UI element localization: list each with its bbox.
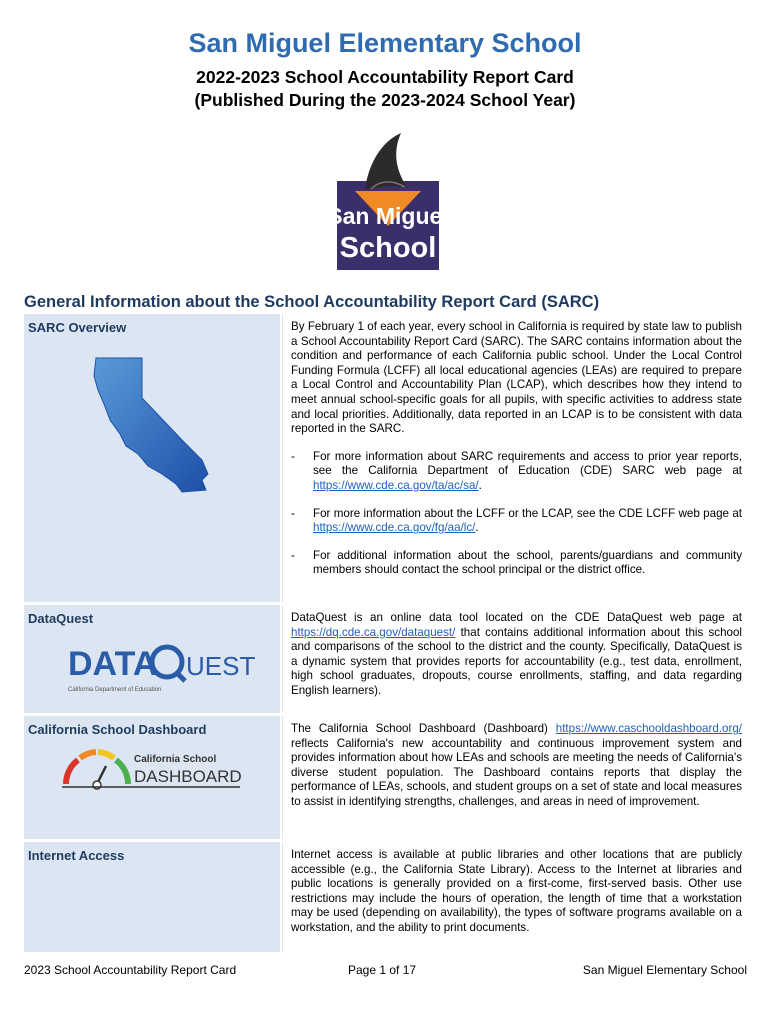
period: . <box>478 478 482 492</box>
list-item <box>291 450 742 494</box>
dashboard-row <box>24 716 746 842</box>
dataquest-logo-caption: California Department of Education <box>68 687 162 693</box>
dashboard-logo <box>60 744 250 794</box>
publication-subtitle: (Published During the 2023-2024 School Year) <box>194 90 576 110</box>
dataquest-label: DataQuest <box>28 611 94 626</box>
sarc-overview-cell <box>24 314 282 602</box>
bullet-text: For additional information about the school, parents/guardians and community members should contact the school principal or the district office. <box>313 548 742 577</box>
dataquest-text-continued: that contains additional information about this school and comparisons of the school to the district and the county. Specifically, DataQuest is a dynamic system that provides reports for accountability (e.g., test data, enrollment, high school graduates, dropouts, course enrollments, staffing, and data regarding English learners). <box>291 625 742 697</box>
logo-text-line2: School <box>339 232 437 264</box>
bullet-dash: - <box>291 506 295 520</box>
internet-access-row <box>24 842 746 955</box>
svg-text:UEST: UEST <box>186 651 256 681</box>
sarc-overview-row <box>24 314 746 605</box>
dashboard-text-continued: reflects California's new accountability and continuous improvement system and provides information about how LEAs and schools are meeting the needs of California's diverse student population. The Dashboard contains reports that display the performance of LEAs, schools, and student groups on a set of state and local measures to assist in identifying strengths, challenges, and areas in need of improvement. <box>291 736 742 808</box>
list-item <box>291 549 742 578</box>
sarc-overview-content <box>282 314 746 602</box>
dashboard-link[interactable]: https://www.caschooldashboard.org/ <box>555 722 742 735</box>
footer-page-number: Page 1 of 17 <box>348 963 417 977</box>
footer-school-name: San Miguel Elementary School <box>582 963 747 977</box>
period: . <box>475 521 479 535</box>
internet-access-cell <box>24 842 282 952</box>
internet-access-content <box>282 842 746 952</box>
dataquest-content <box>282 605 746 713</box>
info-table <box>24 314 746 955</box>
sarc-overview-paragraph: By February 1 of each year, every school in California is required by state law to publish a School Accountability Report Card (SARC). The SARC contains information about the condition and performance of each California public school. Under the Local Control Funding Formula (LCFF) all local educational agencies (LEAs) are required to prepare a Local Control and Accountability Plan (LCAP), which describes how they intend to meet annual school-specific goals for all pupils, with specific activities to address state and local priorities. Additionally, data reported in an LCAP is to be consistent with data reported in the SARC. <box>291 320 742 436</box>
dashboard-cell <box>24 716 282 839</box>
dashboard-content <box>282 716 746 839</box>
dataquest-logo <box>64 635 256 695</box>
internet-access-label: Internet Access <box>28 848 125 863</box>
dashboard-logo-line2: DASHBOARD <box>134 767 242 786</box>
dataquest-logo-word1: DATA <box>68 645 158 683</box>
dataquest-cell <box>24 605 282 713</box>
lcff-web-link[interactable]: https://www.cde.ca.gov/fg/aa/lc/ <box>313 521 476 535</box>
report-subtitle: 2022-2023 School Accountability Report Card <box>196 67 574 87</box>
bullet-text: For more information about the LCFF or the LCAP, see the CDE LCFF web page at <box>313 506 742 520</box>
dataquest-link[interactable]: https://dq.cde.ca.gov/dataquest/ <box>291 625 456 639</box>
logo-text-line1: San Miguel <box>327 203 449 229</box>
internet-access-paragraph: Internet access is available at public libraries and other locations that are publicly accessible (e.g., the California State Library). Access to the Internet at libraries and public locations is generally provided on a first-come, first-served basis. Other use restrictions may include the hours of operation, the length of time that a workstation may be used (depending on availability), the types of software programs available on a workstation, and the ability to print documents. <box>291 848 742 934</box>
section-heading: General Information about the School Accountability Report Card (SARC) <box>24 293 600 311</box>
page-title: San Miguel Elementary School <box>188 28 582 58</box>
sarc-web-link[interactable]: https://www.cde.ca.gov/ta/ac/sa/ <box>313 478 479 492</box>
dashboard-text: The California School Dashboard (Dashboard) <box>291 722 556 735</box>
footer-report-title: 2023 School Accountability Report Card <box>24 963 237 977</box>
dataquest-text: DataQuest is an online data tool located on the CDE DataQuest web page at <box>291 611 742 624</box>
list-item <box>291 507 742 536</box>
school-logo <box>327 131 449 270</box>
bullet-dash: - <box>291 449 295 463</box>
dataquest-row <box>24 605 746 716</box>
sarc-overview-label: SARC Overview <box>28 320 127 335</box>
dashboard-logo-line1: California School <box>134 754 217 765</box>
california-map-icon <box>90 354 226 494</box>
dashboard-label: California School Dashboard <box>28 722 207 737</box>
bullet-text: For more information about SARC requirements and access to prior year reports, see the California Department of Education (CDE) SARC web page at <box>313 449 742 478</box>
bullet-dash: - <box>291 548 295 562</box>
